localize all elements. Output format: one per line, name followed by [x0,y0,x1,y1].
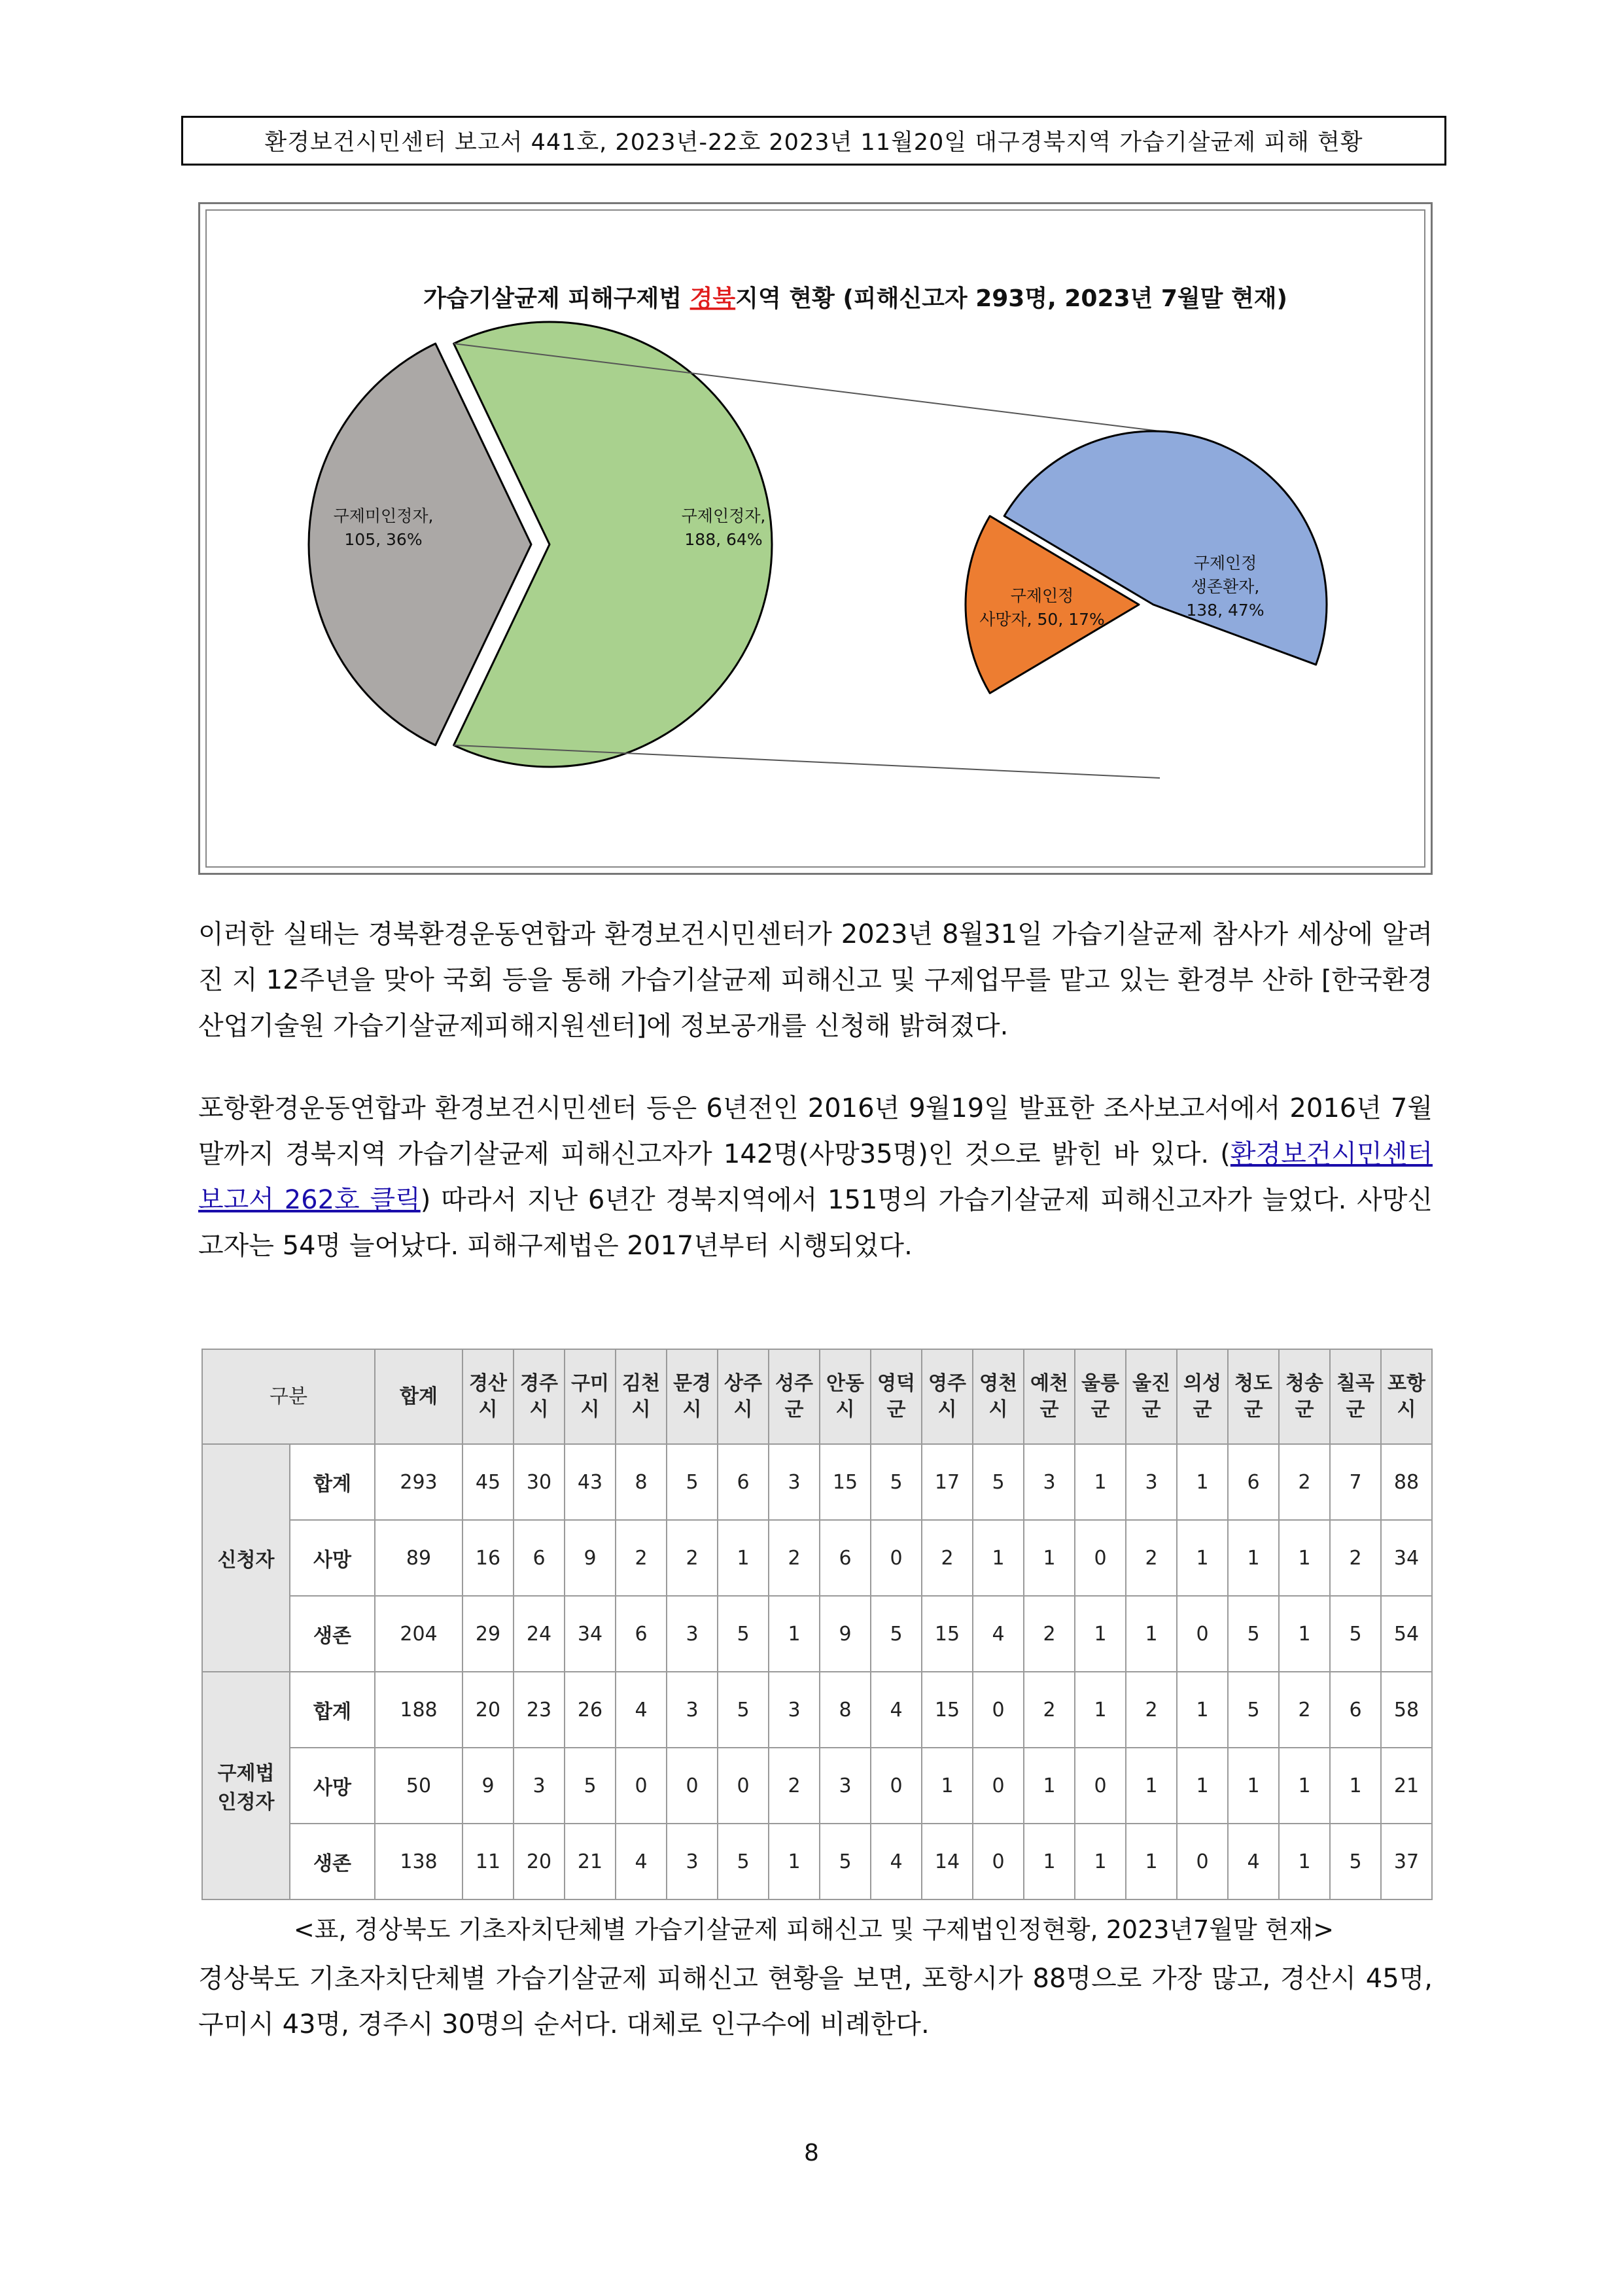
table-cell: 2 [769,1520,820,1596]
report-262-link[interactable]: 환경보건시민센터 보고서 262호 클릭 [198,1139,1433,1215]
region-header-text: 시 [733,1398,753,1421]
table-cell: 20 [462,1672,514,1748]
region-header-text: 구미 [571,1371,609,1395]
table-row [202,1824,1432,1899]
chart-title-highlight: 경북 [689,285,736,312]
table-cell: 2 [667,1520,718,1596]
region-header-text: 울릉 [1081,1371,1119,1395]
label-not-recognized-line: 105, 36% [344,530,423,549]
total-cell: 188 [375,1672,462,1748]
table-cell: 3 [820,1748,871,1824]
region-header-text: 김천 [622,1371,660,1395]
label-survivors-line: 생존환자, [1191,577,1260,596]
table-cell: 1 [1228,1520,1279,1596]
table-cell: 5 [871,1596,922,1672]
table-cell: 6 [1228,1444,1279,1520]
paragraph-2-text-b: ) 따라서 지난 6년간 경북지역에서 151명의 가습기살균제 피해신고자가 늘었다. 사망신고자는 54명 늘어났다. 피해구제법은 2017년부터 시행되었다. [198,1185,1433,1261]
row-group-label-text: 인정자 [217,1791,275,1814]
table-cell: 0 [973,1672,1024,1748]
region-header-text: 군 [1295,1398,1314,1421]
table-cell: 0 [871,1748,922,1824]
paragraph-1 [198,911,1433,1049]
table-cell: 3 [769,1444,820,1520]
table-cell: 0 [1177,1596,1228,1672]
total-cell: 204 [375,1596,462,1672]
table-cell: 20 [514,1824,565,1899]
region-header [973,1349,1024,1444]
report-header [181,116,1446,166]
table-cell: 1 [922,1748,973,1824]
region-header [667,1349,718,1444]
region-header-text: 시 [682,1398,702,1421]
region-header-text: 경주 [520,1371,558,1395]
table-body [202,1444,1432,1899]
table-cell: 26 [565,1672,616,1748]
table-cell: 2 [1126,1672,1177,1748]
table-cell: 2 [1126,1520,1177,1596]
label-survivors-line: 구제인정 [1193,554,1257,573]
table-cell: 5 [820,1824,871,1899]
region-header-text: 군 [1091,1398,1110,1421]
table-cell: 1 [1177,1748,1228,1824]
region-header [820,1349,871,1444]
table-cell: 0 [1177,1824,1228,1899]
row-group-label-text: 신청자 [217,1549,275,1572]
label-survivors-line: 138, 47% [1186,601,1265,620]
table-cell: 6 [1330,1672,1381,1748]
table-cell: 1 [1228,1748,1279,1824]
table-corner-header: 구분 [202,1349,375,1444]
table-row [202,1672,1432,1748]
region-header-text: 군 [1039,1398,1059,1421]
table-cell: 0 [1075,1748,1126,1824]
table-cell: 5 [1228,1672,1279,1748]
table-cell: 4 [616,1672,667,1748]
table-cell: 3 [667,1672,718,1748]
label-deceased-line: 사망자, 50, 17% [979,610,1105,629]
table-row [202,1596,1432,1672]
table-cell: 1 [718,1520,769,1596]
row-label: 사망 [290,1520,375,1596]
table-cell: 14 [922,1824,973,1899]
table-cell: 1 [1177,1520,1228,1596]
chart-title-part-2: 지역 현황 (피해신고자 293명, 2023년 7월말 현재) [735,285,1287,312]
label-recognized-line: 구제인정자, [681,506,766,525]
table-cell: 3 [1126,1444,1177,1520]
region-header [565,1349,616,1444]
table-cell: 15 [922,1596,973,1672]
table-cell: 0 [718,1748,769,1824]
region-header-text: 시 [580,1398,600,1421]
table-cell: 58 [1381,1672,1432,1748]
region-header-text: 시 [835,1398,855,1421]
chart-title-part-1: 가습기살균제 피해구제법 [423,285,690,312]
table-cell: 6 [820,1520,871,1596]
table-caption [181,1909,1446,1945]
table-cell: 5 [1330,1824,1381,1899]
region-header-text: 문경 [673,1371,711,1395]
region-header-text: 포항 [1387,1371,1425,1395]
region-header-text: 영덕 [877,1371,915,1395]
label-not-recognized-line: 구제미인정자, [333,506,434,525]
table-cell: 5 [973,1444,1024,1520]
region-header [922,1349,973,1444]
region-header [871,1349,922,1444]
table-cell: 5 [1228,1596,1279,1672]
total-cell: 138 [375,1824,462,1899]
table-cell: 37 [1381,1824,1432,1899]
table-cell: 15 [922,1672,973,1748]
paragraph-3 [198,1956,1433,2047]
region-header-text: 군 [1142,1398,1161,1421]
table-cell: 23 [514,1672,565,1748]
table-cell: 3 [1024,1444,1075,1520]
table-cell: 2 [1024,1672,1075,1748]
row-label: 생존 [290,1824,375,1899]
paragraph-1-text: 이러한 실태는 경북환경운동연합과 환경보건시민센터가 2023년 8월31일 가습기살균제 참사가 세상에 알려진 지 12주년을 맞아 국회 등을 통해 가습기살균제 피해신고 및 구제업무를 맡고 있는 환경부 산하 [한국환경산업기술원 가습기살균제피해지원센터]에 정보공개를 신청해 밝혀졌다. [198,919,1433,1041]
paragraph-2-text-a: 포항환경운동연합과 환경보건시민센터 등은 6년전인 2016년 9월19일 발표한 조사보고서에서 2016년 7월말까지 경북지역 가습기살균제 피해신고자가 142명(사망35명)인 것으로 밝힌 바 있다. ( [198,1093,1433,1169]
region-header-text: 청도 [1234,1371,1272,1395]
region-header-text: 성주 [775,1371,813,1395]
table-cell: 1 [1024,1824,1075,1899]
page-number-text: 8 [804,2140,819,2166]
table-cell: 0 [1075,1520,1126,1596]
table-cell: 8 [820,1672,871,1748]
region-header [514,1349,565,1444]
table-cell: 54 [1381,1596,1432,1672]
table-cell: 1 [1177,1672,1228,1748]
region-header [1126,1349,1177,1444]
row-group-label [202,1672,290,1899]
table-caption-text: <표, 경상북도 기초자치단체별 가습기살균제 피해신고 및 구제법인정현황, 2023년7월말 현재> [293,1915,1335,1944]
region-damage-table [201,1349,1433,1900]
table-row [202,1444,1432,1520]
region-header-text: 시 [529,1398,549,1421]
table-cell: 3 [514,1748,565,1824]
table-cell: 45 [462,1444,514,1520]
row-group-label [202,1444,290,1672]
region-header-text: 군 [886,1398,906,1421]
region-header-text: 상주 [724,1371,762,1395]
table-cell: 1 [769,1824,820,1899]
table-cell: 1 [1126,1748,1177,1824]
row-label: 합계 [290,1672,375,1748]
table-cell: 5 [565,1748,616,1824]
table-cell: 5 [667,1444,718,1520]
region-header [1330,1349,1381,1444]
table-cell: 21 [565,1824,616,1899]
region-header-text: 시 [631,1398,651,1421]
table-row [202,1748,1432,1824]
region-header-text: 군 [1346,1398,1365,1421]
region-header [1279,1349,1330,1444]
table-header-row [202,1349,1432,1444]
table-cell: 34 [1381,1520,1432,1596]
table-cell: 7 [1330,1444,1381,1520]
row-group-label-text: 구제법 [217,1762,275,1785]
table-cell: 0 [667,1748,718,1824]
table-cell: 3 [667,1824,718,1899]
table-cell: 24 [514,1596,565,1672]
table-cell: 1 [1075,1672,1126,1748]
table-cell: 2 [616,1520,667,1596]
row-label: 합계 [290,1444,375,1520]
table-cell: 4 [973,1596,1024,1672]
table-cell: 1 [1075,1444,1126,1520]
table-cell: 1 [1177,1444,1228,1520]
table-cell: 1 [1279,1520,1330,1596]
table-cell: 11 [462,1824,514,1899]
table-cell: 21 [1381,1748,1432,1824]
label-deceased-line: 구제인정 [1010,586,1074,605]
region-header [1075,1349,1126,1444]
table-cell: 2 [922,1520,973,1596]
region-header-text: 안동 [826,1371,864,1395]
region-header-text: 시 [937,1398,957,1421]
table-cell: 15 [820,1444,871,1520]
region-header [1024,1349,1075,1444]
region-header-text: 군 [1193,1398,1212,1421]
table-cell: 5 [718,1824,769,1899]
table-cell: 30 [514,1444,565,1520]
region-header-text: 예천 [1030,1371,1068,1395]
table-cell: 9 [462,1748,514,1824]
region-header-text: 군 [784,1398,804,1421]
region-header-text: 청송 [1285,1371,1323,1395]
table-cell: 5 [718,1672,769,1748]
table-cell: 1 [973,1520,1024,1596]
table-cell: 1 [1330,1748,1381,1824]
table-cell: 1 [1075,1824,1126,1899]
pie-group [309,322,1327,778]
table-cell: 0 [973,1748,1024,1824]
table-cell: 4 [871,1824,922,1899]
table-cell: 0 [871,1520,922,1596]
region-header-text: 시 [478,1398,498,1421]
table-cell: 4 [871,1672,922,1748]
label-survivors [1186,554,1264,620]
table-cell: 5 [718,1596,769,1672]
total-cell: 89 [375,1520,462,1596]
region-header [1381,1349,1432,1444]
table-cell: 1 [1279,1748,1330,1824]
table-cell: 0 [616,1748,667,1824]
paragraph-3-text: 경상북도 기초자치단체별 가습기살균제 피해신고 현황을 보면, 포항시가 88명으로 가장 많고, 경산시 45명, 구미시 43명, 경주시 30명의 순서다. 대체로 인구수에 비례한다. [198,1964,1433,2040]
table-cell: 1 [1126,1824,1177,1899]
table-row [202,1520,1432,1596]
table-cell: 6 [514,1520,565,1596]
table-total-header: 합계 [375,1349,462,1444]
table-cell: 1 [769,1596,820,1672]
report-header-text: 환경보건시민센터 보고서 441호, 2023년-22호 2023년 11월20일 대구경북지역 가습기살균제 피해 현황 [264,130,1363,156]
table-cell: 34 [565,1596,616,1672]
table-cell: 2 [1279,1444,1330,1520]
table-cell: 2 [1330,1520,1381,1596]
table-cell: 1 [1126,1596,1177,1672]
pie-of-pie-chart [200,204,1435,877]
table-cell: 4 [616,1824,667,1899]
region-header [1177,1349,1228,1444]
table-cell: 29 [462,1596,514,1672]
table-cell: 3 [667,1596,718,1672]
region-header-text: 의성 [1183,1371,1221,1395]
paragraph-2 [198,1086,1433,1269]
total-cell: 50 [375,1748,462,1824]
region-header-text: 울진 [1132,1371,1170,1395]
region-header-text: 군 [1244,1398,1263,1421]
table-cell: 6 [718,1444,769,1520]
table-cell: 1 [1279,1596,1330,1672]
table-cell: 16 [462,1520,514,1596]
table-cell: 9 [565,1520,616,1596]
table-cell: 5 [1330,1596,1381,1672]
table-cell: 1 [1024,1520,1075,1596]
region-header [462,1349,514,1444]
total-cell: 293 [375,1444,462,1520]
region-header [769,1349,820,1444]
label-recognized-line: 188, 64% [684,530,763,549]
region-header-text: 시 [1397,1398,1416,1421]
table-cell: 2 [1024,1596,1075,1672]
region-header-text: 시 [988,1398,1008,1421]
region-header-text: 경산 [469,1371,507,1395]
region-header-text: 영주 [928,1371,966,1395]
chart-title [423,285,1287,312]
table-cell: 1 [1024,1748,1075,1824]
region-header-text: 영천 [979,1371,1017,1395]
table-cell: 0 [973,1824,1024,1899]
table-cell: 17 [922,1444,973,1520]
table-cell: 2 [1279,1672,1330,1748]
table-cell: 6 [616,1596,667,1672]
table-cell: 5 [871,1444,922,1520]
chart-frame [198,202,1433,875]
region-header [718,1349,769,1444]
region-header [616,1349,667,1444]
table-cell: 88 [1381,1444,1432,1520]
table-cell: 43 [565,1444,616,1520]
table-cell: 9 [820,1596,871,1672]
row-label: 생존 [290,1596,375,1672]
table-cell: 4 [1228,1824,1279,1899]
region-header [1228,1349,1279,1444]
table-cell: 8 [616,1444,667,1520]
table-cell: 1 [1279,1824,1330,1899]
row-label: 사망 [290,1748,375,1824]
table-cell: 2 [769,1748,820,1824]
region-header-text: 칠곡 [1336,1371,1374,1395]
page-number [0,2140,1623,2166]
table-cell: 3 [769,1672,820,1748]
table-cell: 1 [1075,1596,1126,1672]
